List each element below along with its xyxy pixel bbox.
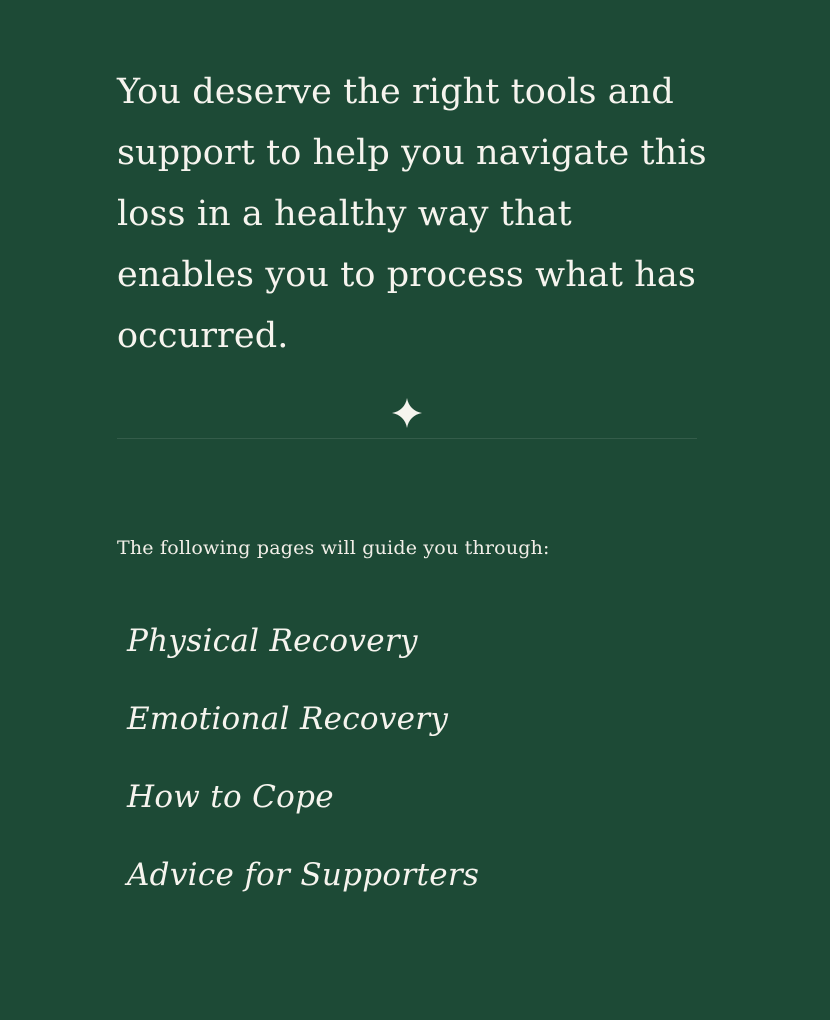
divider-line — [117, 438, 697, 439]
list-item[interactable]: Advice for Supporters — [127, 857, 480, 893]
list-item[interactable]: Physical Recovery — [127, 623, 418, 659]
section-divider — [117, 388, 697, 440]
sparkle-icon — [390, 396, 424, 430]
intro-block — [117, 62, 717, 367]
intro-paragraph: You deserve the right tools and support to help you navigate this loss in a healthy way that enables you to process what has occurred. — [117, 72, 707, 356]
list-item[interactable]: How to Cope — [127, 779, 334, 815]
guide-lead-in: The following pages will guide you through: — [117, 537, 550, 559]
guide-list — [127, 602, 727, 914]
list-item[interactable]: Emotional Recovery — [127, 701, 449, 737]
